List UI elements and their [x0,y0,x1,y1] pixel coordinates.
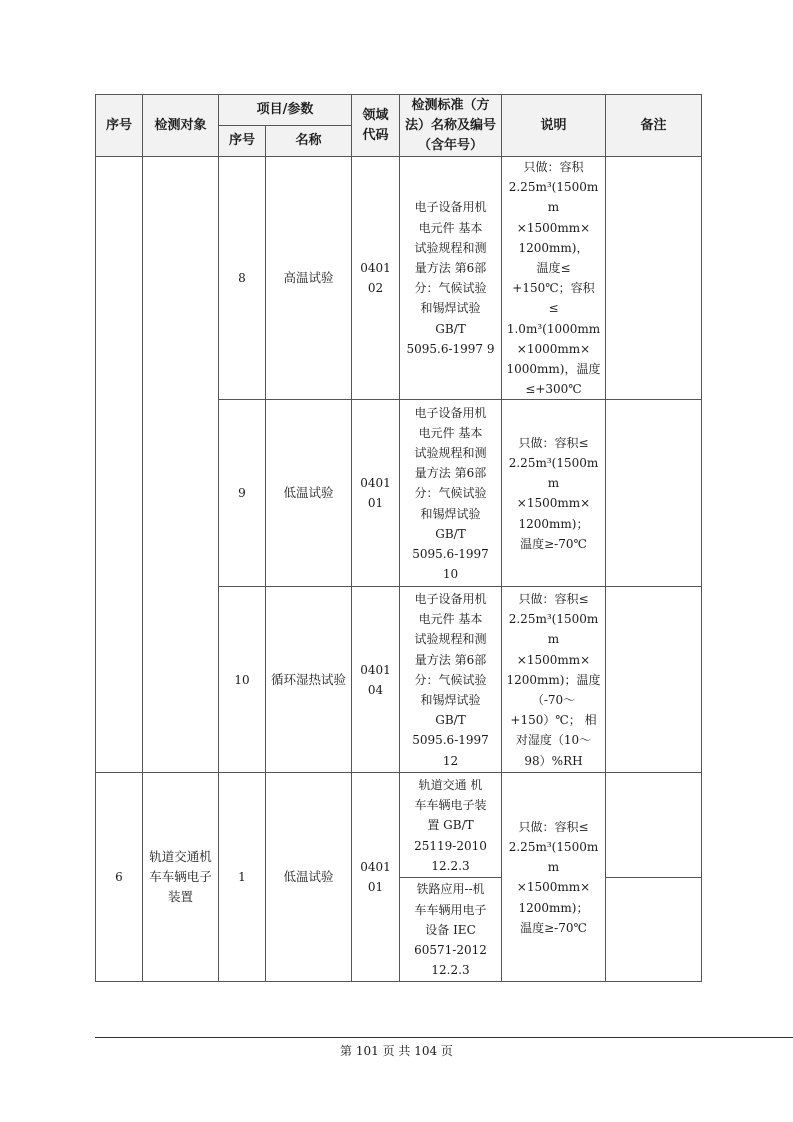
table-row [96,157,702,400]
remarks-cell [606,878,702,982]
standard-cell: 轨道交通 机 车车辆电子装 置 GB/T 25119-2010 12.2.3 [400,773,502,878]
item-seq-cell: 9 [219,400,266,587]
remarks-cell [606,587,702,773]
seq-cell-empty [96,157,143,773]
item-name-cell: 高温试验 [266,157,352,400]
header-domain-code: 领域 代码 [352,95,400,157]
table-row [96,773,702,878]
item-seq-cell: 8 [219,157,266,400]
standard-cell: 电子设备用机 电元件 基本 试验规程和测 量方法 第6部 分：气候试验 和锡焊试验 GB/T 5095.6-1997 10 [400,400,502,587]
standard-cell: 电子设备用机 电元件 基本 试验规程和测 量方法 第6部 分：气候试验 和锡焊试验 GB/T 5095.6-1997 12 [400,587,502,773]
group-object-cell: 轨道交通机车车辆电子装置 [143,773,219,982]
item-seq-cell: 1 [219,773,266,982]
description-cell: 只做：容积≤ 2.25m³(1500mm ×1500mm× 1200mm)； 温度≥-70℃ [502,400,606,587]
group-seq-cell: 6 [96,773,143,982]
spec-table [95,94,702,982]
item-seq-cell: 10 [219,587,266,773]
remarks-cell [606,773,702,878]
header-standard: 检测标准（方法）名称及编号（含年号） [400,95,502,157]
object-cell-empty [143,157,219,773]
item-name-cell: 低温试验 [266,400,352,587]
header-seq: 序号 [96,95,143,157]
remarks-cell [606,400,702,587]
domain-code-cell: 0401 04 [352,587,400,773]
footer-divider [95,1037,793,1038]
domain-code-cell: 0401 02 [352,157,400,400]
item-name-cell: 低温试验 [266,773,352,982]
domain-code-cell: 0401 01 [352,400,400,587]
description-cell: 只做：容积≤ 2.25m³(1500mm ×1500mm× 1200mm)；温度 （-70～ +150）℃； 相 对湿度（10～ 98）%RH [502,587,606,773]
domain-code-cell: 0401 01 [352,773,400,982]
item-name-cell: 循环湿热试验 [266,587,352,773]
header-description: 说明 [502,95,606,157]
remarks-cell [606,157,702,400]
description-cell: 只做：容积≤ 2.25m³(1500mm ×1500mm× 1200mm)； 温度≥-70℃ [502,773,606,982]
standard-cell: 铁路应用--机 车车辆用电子 设备 IEC 60571-2012 12.2.3 [400,878,502,982]
header-item-name: 名称 [266,126,352,157]
description-cell: 只做：容积 2.25m³(1500mm ×1500mm× 1200mm)， 温度≤ +150℃；容积 ≤ 1.0m³(1000mm ×1000mm× 1000mm)，温度 ≤+300℃ [502,157,606,400]
header-item-group: 项目/参数 [219,95,352,126]
header-remarks: 备注 [606,95,702,157]
standard-cell: 电子设备用机 电元件 基本 试验规程和测 量方法 第6部 分：气候试验 和锡焊试验 GB/T 5095.6-1997 9 [400,157,502,400]
header-item-seq: 序号 [219,126,266,157]
header-row-1 [96,95,702,126]
header-object: 检测对象 [143,95,219,157]
page-number: 第 101 页 共 104 页 [340,1044,453,1058]
